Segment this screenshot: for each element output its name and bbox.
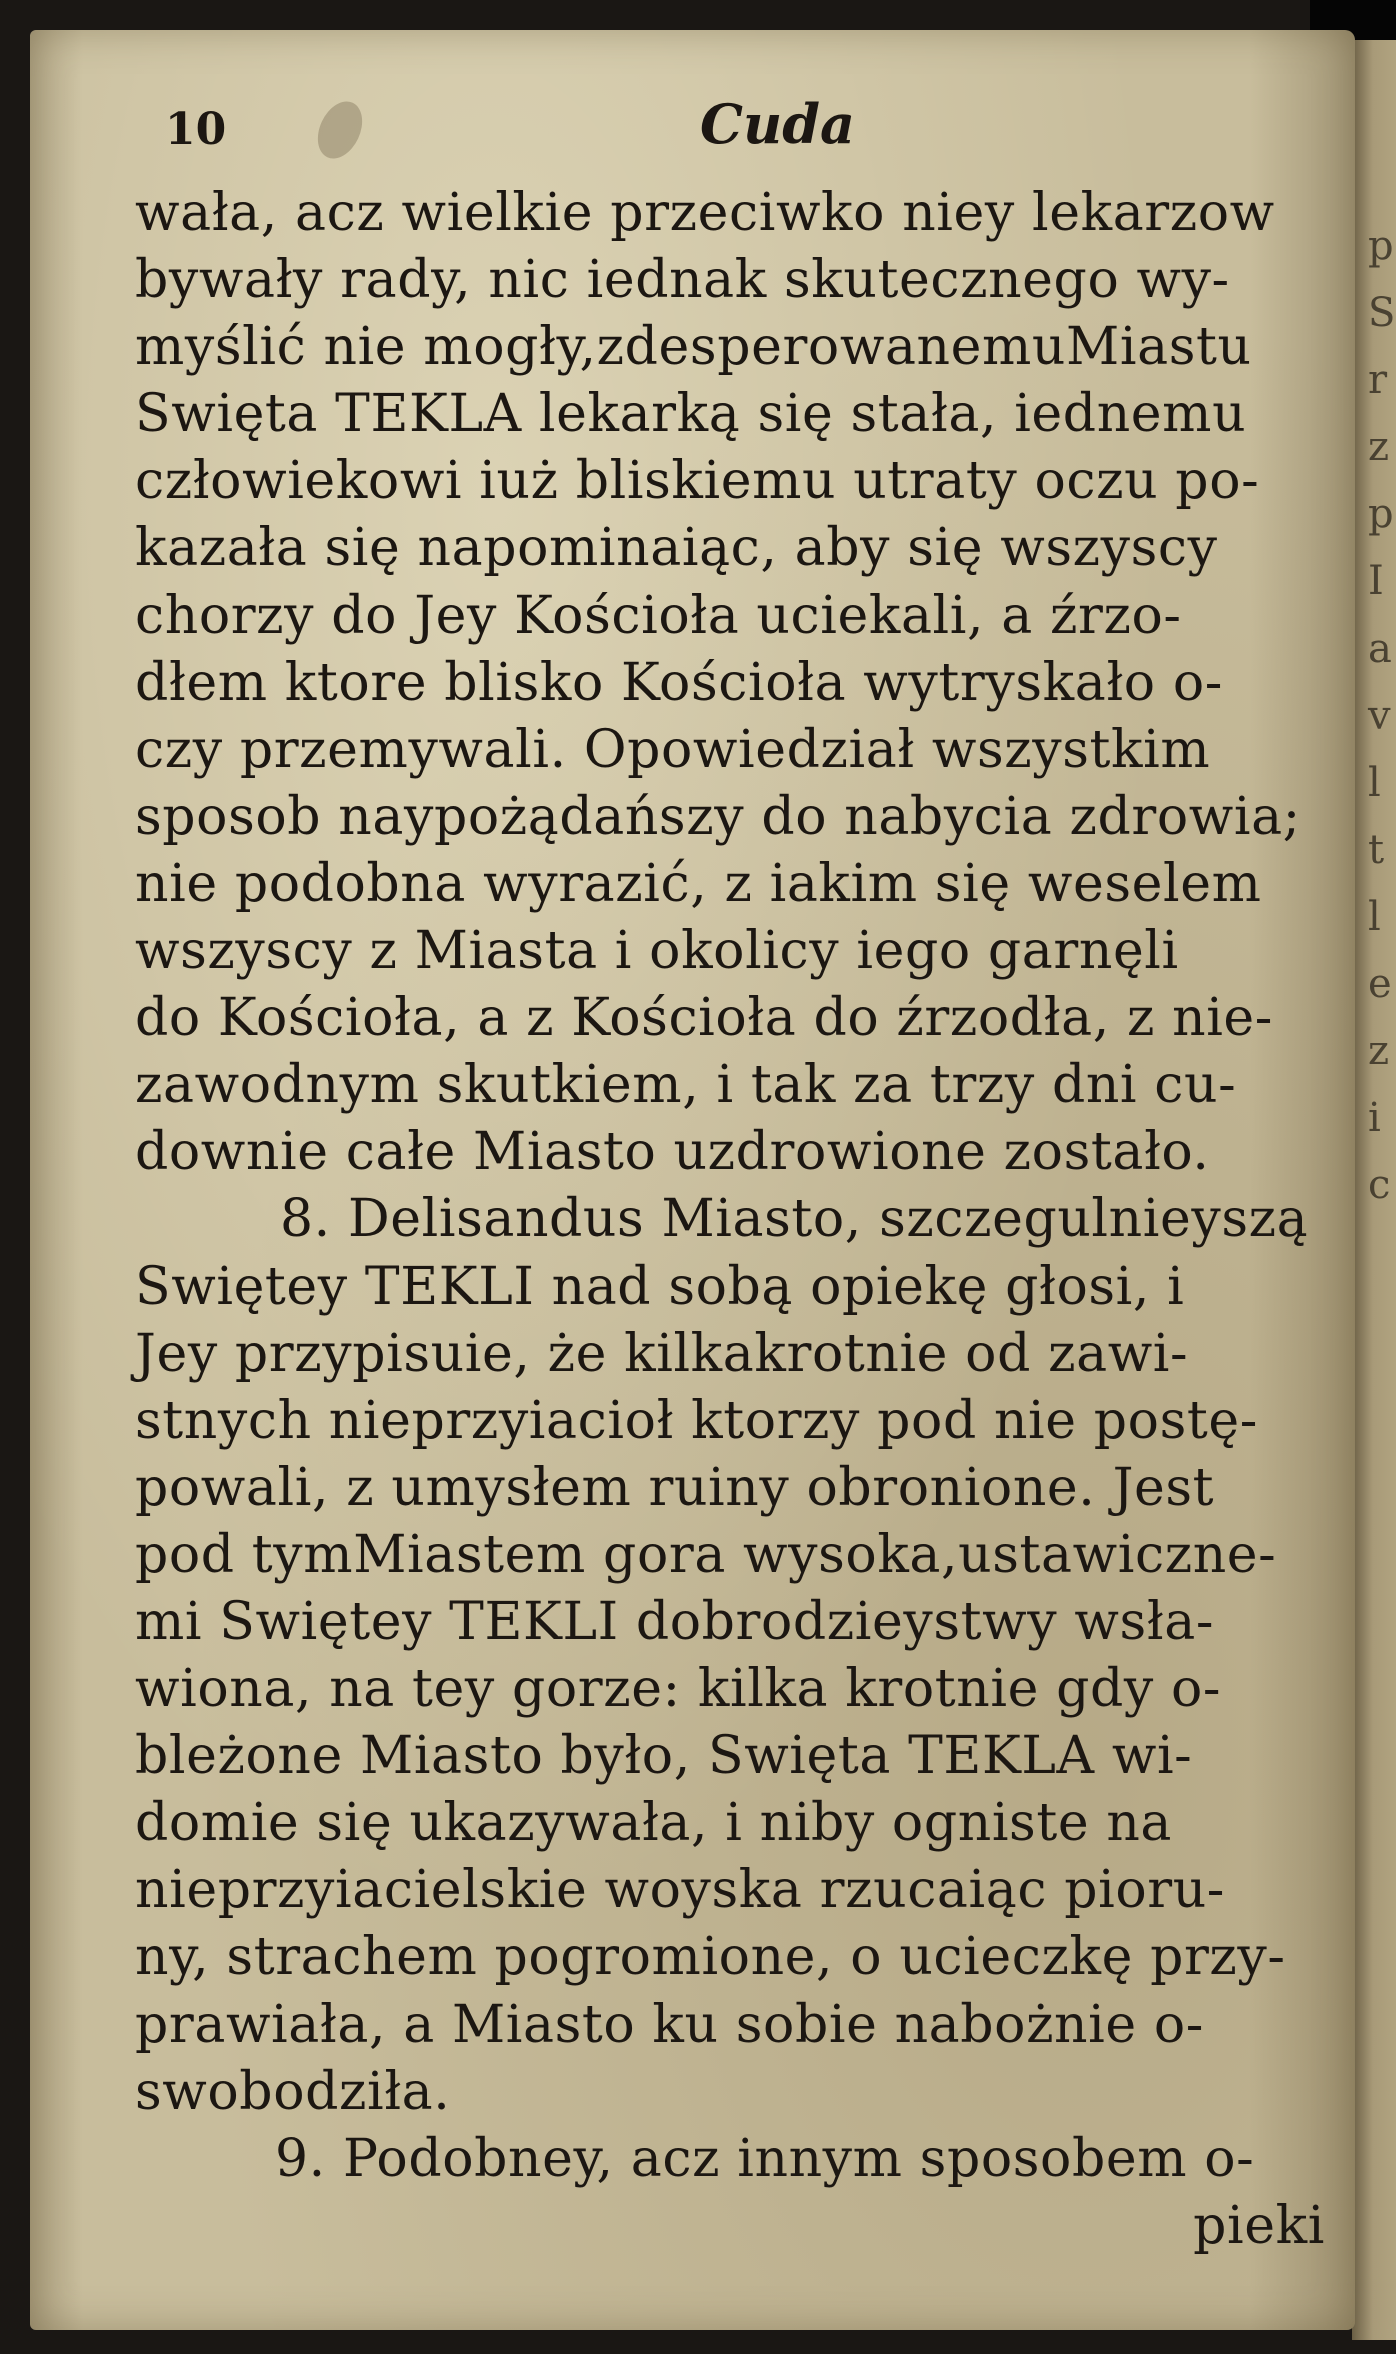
adjacent-mark: l: [1368, 759, 1381, 806]
adjacent-page-text: [1368, 210, 1396, 1216]
text-line: Swięta TEKLA lekarką się stała, iednemu: [135, 384, 1247, 445]
text-line: czy przemywali. Opowiedział wszystkim: [135, 719, 1211, 780]
running-head: Cuda: [700, 92, 855, 156]
adjacent-mark: e: [1368, 961, 1392, 1008]
text-line: bywały rady, nic iednak skutecznego wy-: [135, 250, 1230, 311]
text-line: człowiekowi iuż bliskiemu utraty oczu po-: [135, 451, 1260, 512]
text-line: do Kościoła, a z Kościoła do źrzodła, z nie-: [135, 988, 1273, 1049]
adjacent-mark: S: [1368, 290, 1396, 337]
text-line: bleżone Miasto było, Swięta TEKLA wi-: [135, 1726, 1193, 1787]
text-line: wała, acz wielkie przeciwko niey lekarzow: [135, 183, 1275, 243]
adjacent-mark: i: [1368, 1095, 1381, 1142]
text-line: domie się ukazywała, i niby ogniste na: [135, 1793, 1173, 1854]
text-line: swobodziła.: [135, 2061, 451, 2122]
adjacent-mark: a: [1368, 625, 1392, 672]
text-line: nie podobna wyrazić, z iakim się weselem: [135, 853, 1262, 914]
text-line: pod tymMiastem gora wysoka,ustawiczne-: [135, 1524, 1277, 1585]
adjacent-mark: l: [1368, 893, 1381, 940]
adjacent-mark: p: [1368, 223, 1394, 269]
text-line: mi Swiętey TEKLI dobrodzieystwy wsła-: [135, 1591, 1215, 1652]
adjacent-mark: t: [1368, 826, 1385, 873]
text-line: dłem ktore blisko Kościoła wytryskało o-: [135, 652, 1223, 713]
text-line: stnych nieprzyiacioł ktorzy pod nie postę-: [135, 1390, 1258, 1451]
text-line: myślić nie mogły,zdesperowanemuMiastu: [135, 317, 1252, 378]
text-line: Swiętey TEKLI nad sobą opiekę głosi, i: [135, 1256, 1185, 1317]
text-line: chorzy do Jey Kościoła uciekali, a źrzo-: [135, 585, 1182, 646]
text-line: downie całe Miasto uzdrowione zostało.: [135, 1122, 1210, 1183]
page-header: [135, 92, 1185, 162]
adjacent-mark: c: [1368, 1162, 1391, 1209]
adjacent-mark: I: [1368, 558, 1384, 605]
text-line: Jey przypisuie, że kilkakrotnie od zawi-: [135, 1323, 1189, 1384]
text-line: zawodnym skutkiem, i tak za trzy dni cu-: [135, 1055, 1237, 1116]
paragraph-8-start: 8. Delisandus Miasto, szczegulnieyszą: [280, 1189, 1309, 1250]
text-line: sposob naypożądańszy do nabycia zdrowia;: [135, 786, 1301, 847]
adjacent-mark: z: [1368, 424, 1390, 471]
adjacent-mark: p: [1368, 491, 1394, 538]
page-number: 10: [165, 104, 227, 155]
text-line: nieprzyiacielskie woyska rzucaiąc pioru-: [135, 1860, 1225, 1921]
paragraph-9-start: 9. Podobney, acz innym sposobem o-: [275, 2128, 1255, 2189]
text-line: ny, strachem pogromione, o ucieczkę przy-: [135, 1927, 1286, 1988]
text-line: powali, z umysłem ruiny obronione. Jest: [135, 1457, 1215, 1518]
page-body-text: [135, 180, 1365, 2260]
text-line: wiona, na tey gorze: kilka krotnie gdy o-: [135, 1659, 1222, 1720]
text-line: wszyscy z Miasta i okolicy iego garnęli: [135, 921, 1179, 982]
adjacent-mark: r: [1368, 357, 1388, 404]
text-line: kazała się napominaiąc, aby się wszyscy: [135, 518, 1218, 579]
adjacent-mark: v: [1368, 692, 1391, 739]
adjacent-mark: z: [1368, 1028, 1390, 1075]
catchword: pieki: [1193, 2195, 1325, 2256]
text-line: prawiała, a Miasto ku sobie nabożnie o-: [135, 1994, 1204, 2055]
